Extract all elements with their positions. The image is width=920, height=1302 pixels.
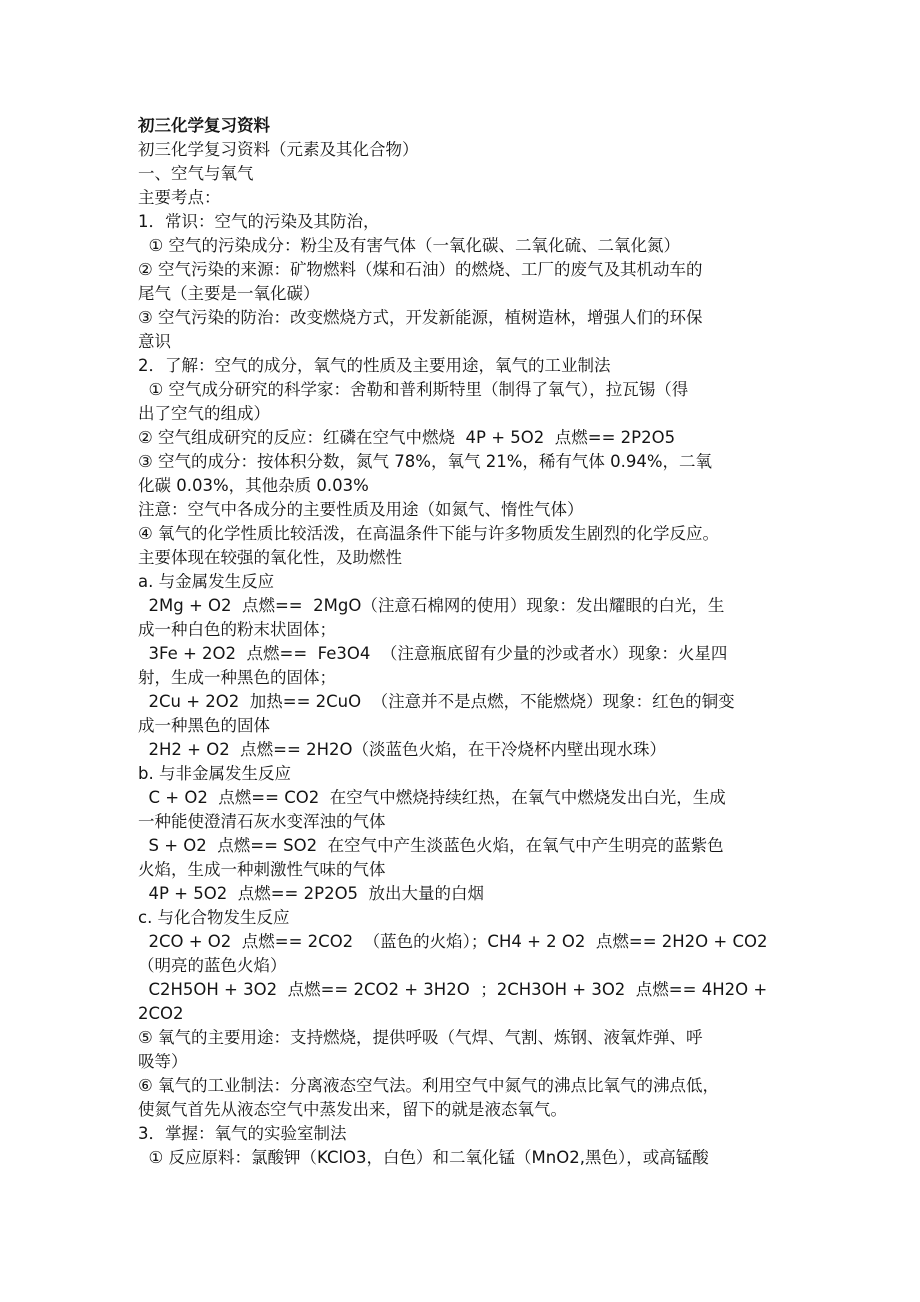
text-line: ④ 氧气的化学性质比较活泼，在高温条件下能与许多物质发生剧烈的化学反应。 [138,524,720,543]
text-line: C2H5OH + 3O2 点燃== 2CO2 + 3H2O ；2CH3OH + 3O2 点燃== 4H2O + [138,980,768,999]
text-line: （明亮的蓝色火焰） [138,956,287,975]
text-line: 4P + 5O2 点燃== 2P2O5 放出大量的白烟 [138,884,485,903]
text-line: a. 与金属发生反应 [138,572,275,591]
document-title: 初三化学复习资料 [138,116,270,135]
text-line: 火焰，生成一种刺激性气味的气体 [138,860,386,879]
text-line: 吸等） [138,1052,188,1071]
text-line: 化碳 0.03%，其他杂质 0.03% [138,476,369,495]
text-line: 尾气（主要是一氧化碳） [138,284,320,303]
text-line: ③ 空气污染的防治：改变燃烧方式，开发新能源，植树造林，增强人们的环保 [138,308,703,327]
text-line: b. 与非金属发生反应 [138,764,291,783]
text-line: ① 空气的污染成分：粉尘及有害气体（一氧化碳、二氧化硫、二氧化氮） [138,236,681,255]
text-line: c. 与化合物发生反应 [138,908,290,927]
text-line: 初三化学复习资料（元素及其化合物） [138,140,419,159]
document-body [138,114,788,1170]
text-line: ② 空气污染的来源：矿物燃料（煤和石油）的燃烧、工厂的废气及其机动车的 [138,260,703,279]
text-line: 使氮气首先从液态空气中蒸发出来，留下的就是液态氧气。 [138,1100,567,1119]
text-line: 2CO + O2 点燃== 2CO2 （蓝色的火焰）；CH4 + 2 O2 点燃== 2H2O + CO2 [138,932,768,951]
text-line: 一种能使澄清石灰水变浑浊的气体 [138,812,386,831]
text-line: 注意：空气中各成分的主要性质及用途（如氮气、惰性气体） [138,500,584,519]
text-line: 成一种白色的粉末状固体； [138,620,336,639]
text-line: 1．常识：空气的污染及其防治， [138,212,380,231]
text-line: 出了空气的组成） [138,404,270,423]
text-line: C + O2 点燃== CO2 在空气中燃烧持续红热，在氧气中燃烧发出白光，生成 [138,788,726,807]
text-line: 2H2 + O2 点燃== 2H2O（淡蓝色火焰，在干冷烧杯内壁出现水珠） [138,740,666,759]
text-line: ⑤ 氧气的主要用途：支持燃烧，提供呼吸（气焊、气割、炼钢、液氧炸弹、呼 [138,1028,703,1047]
text-line: ① 反应原料：氯酸钾（KClO3，白色）和二氧化锰（MnO2,黑色），或高锰酸 [138,1148,709,1167]
text-line: S + O2 点燃== SO2 在空气中产生淡蓝色火焰，在氧气中产生明亮的蓝紫色 [138,836,724,855]
text-line: 主要体现在较强的氧化性，及助燃性 [138,548,402,567]
text-line: ⑥ 氧气的工业制法：分离液态空气法。利用空气中氮气的沸点比氧气的沸点低， [138,1076,720,1095]
text-line: 射，生成一种黑色的固体； [138,668,336,687]
text-line: 2Cu + 2O2 加热== 2CuO （注意并不是点燃，不能燃烧）现象：红色的铜变 [138,692,735,711]
text-line: 主要考点： [138,188,221,207]
text-line: 2CO2 [138,1004,184,1023]
text-line: 意识 [138,332,171,351]
text-line: ③ 空气的成分：按体积分数，氮气 78%，氧气 21%，稀有气体 0.94%，二氧 [138,452,713,471]
text-line: 2．了解：空气的成分，氧气的性质及主要用途，氧气的工业制法 [138,356,611,375]
text-line: ① 空气成分研究的科学家：舍勒和普利斯特里（制得了氧气），拉瓦锡（得 [138,380,689,399]
text-line: 一、空气与氧气 [138,164,254,183]
text-line: 2Mg + O2 点燃== 2MgO（注意石棉网的使用）现象：发出耀眼的白光，生 [138,596,725,615]
text-line: 成一种黑色的固体 [138,716,270,735]
text-line: ② 空气组成研究的反应：红磷在空气中燃烧 4P + 5O2 点燃== 2P2O5 [138,428,676,447]
text-line: 3Fe + 2O2 点燃== Fe3O4 （注意瓶底留有少量的沙或者水）现象：火星四 [138,644,728,663]
text-line: 3．掌握：氧气的实验室制法 [138,1124,347,1143]
